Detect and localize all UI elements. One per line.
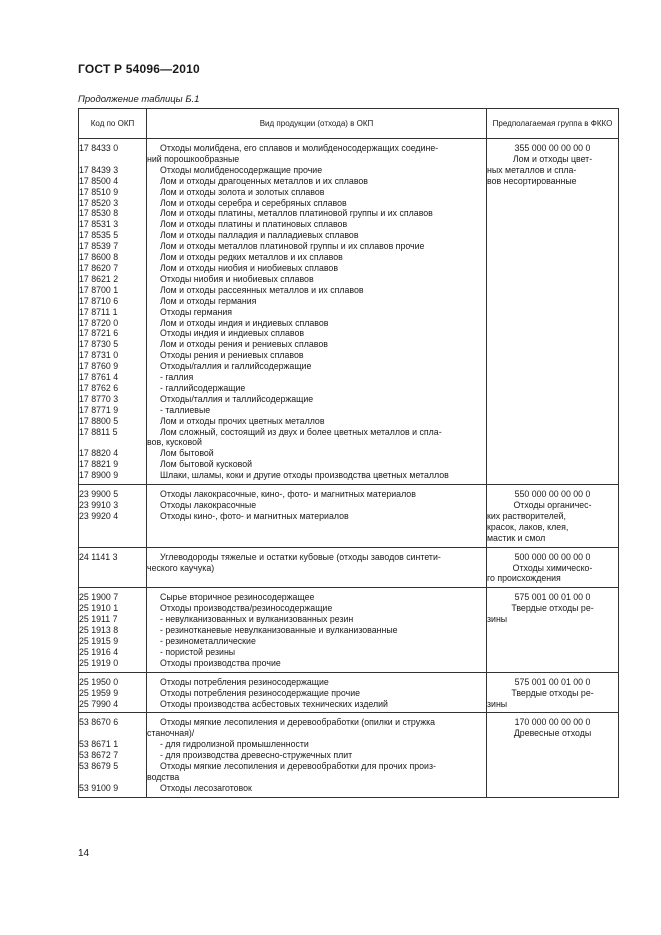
- product-name: Отходы производства прочие: [160, 657, 281, 668]
- page-number: 14: [78, 848, 90, 859]
- fkko-description: Твердые отходы ре-: [511, 603, 594, 614]
- product-name: Отходы производства/резиносодержащие: [160, 603, 333, 614]
- product-name: Лом и отходы золота и золотых сплавов: [160, 186, 325, 197]
- product-name: Отходы лакокрасочные, кино-, фото- и магнитных материалов: [160, 489, 416, 500]
- okp-code: 25 1911 7: [79, 614, 118, 625]
- fkko-description: зины: [487, 614, 508, 625]
- product-name-cell: [147, 547, 487, 588]
- okp-code: 17 8711 1: [79, 306, 118, 317]
- product-name: Лом и отходы редких металлов и их сплавов: [160, 252, 343, 263]
- okp-code-cell: [79, 672, 147, 713]
- product-name: Отходы молибдена, его сплавов и молибденосодержащих соедине-: [160, 143, 439, 153]
- product-name: Отходы индия и индиевых сплавов: [160, 328, 305, 339]
- table-row: [79, 713, 619, 797]
- product-name: - галлийсодержащие: [160, 382, 246, 393]
- product-name-cell: [147, 713, 487, 797]
- product-name: Сырье вторичное резиносодержащее: [160, 592, 315, 603]
- table-row: [79, 139, 619, 485]
- okp-code: 17 8500 4: [79, 175, 119, 186]
- table-row: [79, 485, 619, 548]
- doc-title: ГОСТ Р 54096—2010: [78, 62, 200, 76]
- product-name: Лом и отходы индия и индиевых сплавов: [160, 317, 329, 328]
- okp-code-cell: [79, 139, 147, 485]
- product-name: Отходы/галлия и галлийсодержащие: [160, 361, 312, 372]
- okp-code: 25 1915 9: [79, 635, 119, 646]
- okp-code: [79, 728, 146, 739]
- product-name: - для производства древесно-стружечных плит: [160, 750, 353, 761]
- okp-code-cell: [79, 547, 147, 588]
- fkko-description: ких растворителей,: [487, 510, 567, 521]
- okp-code: 17 8762 6: [79, 382, 119, 393]
- product-name: - пористой резины: [160, 646, 236, 657]
- product-name: Углеводороды тяжелые и остатки кубовые (отходы заводов синтети-: [160, 551, 441, 562]
- okp-code: 17 8620 7: [79, 262, 119, 273]
- fkko-description: красок, лаков, клея,: [487, 521, 569, 532]
- okp-code: 17 8710 6: [79, 295, 119, 306]
- product-name: Лом и отходы металлов платиновой группы и их сплавов прочие: [160, 241, 425, 252]
- okp-code: 17 8761 4: [79, 372, 119, 383]
- product-name: Лом и отходы германия: [160, 295, 257, 306]
- okp-code: [79, 563, 146, 574]
- fkko-group-cell: [487, 485, 619, 548]
- okp-code: 17 8770 3: [79, 393, 119, 404]
- product-name: - таллиевые: [160, 404, 211, 415]
- product-name: Отходы мягкие лесопиления и деревообработки для прочих произ-: [160, 761, 436, 772]
- okp-code: 53 8679 5: [79, 761, 119, 772]
- okp-code: 17 8820 4: [79, 448, 119, 459]
- product-name: Отходы потребления резиносодержащие прочие: [160, 687, 361, 698]
- okp-code: 17 8535 5: [79, 230, 119, 241]
- okp-code: 17 8621 2: [79, 273, 119, 284]
- okp-code: 17 8433 0: [79, 143, 119, 153]
- product-name: Отходы рения и рениевых сплавов: [160, 350, 304, 361]
- okp-code: 25 1913 8: [79, 625, 119, 636]
- product-name: Лом и отходы рассеянных металлов и их сплавов: [160, 284, 364, 295]
- fkko-description: Твердые отходы ре-: [511, 687, 594, 698]
- product-name: Лом сложный, состоящий из двух и более цветных металлов и спла-: [160, 426, 442, 437]
- okp-code: 53 8671 1: [79, 739, 119, 750]
- table-row: [79, 588, 619, 672]
- fkko-code: 575 001 00 01 00 0: [514, 592, 591, 603]
- okp-code: 23 9920 4: [79, 510, 119, 521]
- fkko-group-cell: [487, 139, 619, 485]
- okp-code: 25 1959 9: [79, 687, 119, 698]
- product-name-cell: [147, 588, 487, 672]
- okp-code-cell: [79, 588, 147, 672]
- fkko-description: Отходы органичес-: [513, 500, 592, 510]
- okp-code: 17 8900 9: [79, 470, 119, 481]
- okp-code: 53 9100 9: [79, 782, 119, 793]
- product-name-cell: [147, 485, 487, 548]
- okp-code: 17 8530 8: [79, 208, 119, 219]
- product-name: Отходы молибденосодержащие прочие: [160, 164, 323, 175]
- okp-code: [79, 437, 146, 448]
- fkko-description: вов несортированные: [487, 175, 577, 186]
- okp-code: 17 8510 9: [79, 186, 119, 197]
- product-name: Отходы германия: [160, 306, 233, 317]
- fkko-group-cell: [487, 588, 619, 672]
- okp-code: 53 8672 7: [79, 750, 119, 761]
- product-name: - резинометаллические: [160, 635, 256, 646]
- product-name: Отходы лакокрасочные: [160, 500, 257, 510]
- okp-code: 17 8520 3: [79, 197, 119, 208]
- okp-table: [78, 108, 619, 798]
- fkko-code: 550 000 00 00 00 0: [514, 489, 591, 500]
- fkko-description: ных металлов и спла-: [487, 164, 577, 175]
- fkko-description: Отходы химическо-: [512, 562, 593, 573]
- okp-code: 17 8531 3: [79, 219, 119, 230]
- okp-code: [79, 772, 146, 783]
- okp-code: 17 8700 1: [79, 284, 119, 295]
- okp-code: 23 9900 5: [79, 489, 119, 500]
- product-name: вов, кусковой: [147, 437, 202, 448]
- product-name: - галлия: [160, 372, 194, 383]
- okp-code: 17 8600 8: [79, 252, 119, 263]
- table-caption: Продолжение таблицы Б.1: [78, 94, 200, 105]
- fkko-code: 355 000 00 00 00 0: [514, 143, 591, 153]
- okp-code: 17 8760 9: [79, 361, 119, 372]
- product-name: Лом и отходы ниобия и ниобиевых сплавов: [160, 262, 338, 273]
- product-name: станочная)/: [147, 728, 195, 739]
- okp-code: 17 8720 0: [79, 317, 119, 328]
- fkko-description: Древесные отходы: [513, 728, 592, 739]
- product-name: Отходы потребления резиносодержащие: [160, 676, 329, 687]
- table-row: [79, 672, 619, 713]
- product-name: Лом и отходы платины, металлов платиновой группы и их сплавов: [160, 208, 433, 219]
- okp-code: 25 1910 1: [79, 603, 119, 614]
- okp-code: 17 8821 9: [79, 459, 119, 470]
- okp-code: 17 8811 5: [79, 426, 118, 437]
- product-name: Лом бытовой: [160, 448, 214, 459]
- okp-code: 17 8721 6: [79, 328, 119, 339]
- okp-code: 25 1919 0: [79, 657, 119, 668]
- okp-code: 17 8730 5: [79, 339, 119, 350]
- product-name: Отходы кино-, фото- и магнитных материалов: [160, 510, 349, 521]
- product-name: Отходы ниобия и ниобиевых сплавов: [160, 273, 314, 284]
- fkko-description: го происхождения: [487, 573, 561, 584]
- fkko-description: мастик и смол: [487, 532, 546, 543]
- fkko-code: 170 000 00 00 00 0: [514, 717, 591, 728]
- product-name: Отходы/таллия и таллийсодержащие: [160, 393, 314, 404]
- okp-code: 17 8771 9: [79, 404, 119, 415]
- product-name: Отходы лесозаготовок: [160, 782, 252, 793]
- product-name-cell: [147, 139, 487, 485]
- product-name: - резинотканевые невулканизованные и вулканизованные: [160, 625, 398, 636]
- okp-code: 24 1141 3: [79, 551, 118, 562]
- fkko-description: Лом и отходы цвет-: [512, 153, 593, 164]
- product-name: ческого каучука): [147, 562, 215, 573]
- product-name: Лом и отходы рения и рениевых сплавов: [160, 339, 328, 350]
- fkko-description: зины: [487, 698, 508, 709]
- fkko-code: 575 001 00 01 00 0: [514, 676, 591, 687]
- product-name: Лом бытовой кусковой: [160, 459, 253, 470]
- product-name: Шлаки, шламы, коки и другие отходы производства цветных металлов: [160, 470, 449, 481]
- product-name: водства: [147, 771, 180, 782]
- okp-code: 25 1900 7: [79, 592, 119, 603]
- product-name-cell: [147, 672, 487, 713]
- fkko-code: 500 000 00 00 00 0: [514, 551, 591, 562]
- product-name: Лом и отходы прочих цветных металлов: [160, 415, 325, 426]
- table-row: [79, 547, 619, 588]
- okp-code: 25 1916 4: [79, 646, 119, 657]
- fkko-group-cell: [487, 713, 619, 797]
- okp-code: 17 8439 3: [79, 164, 119, 175]
- table-header-row: [79, 109, 619, 139]
- okp-code: 17 8731 0: [79, 350, 119, 361]
- okp-code: 23 9910 3: [79, 500, 119, 510]
- column-header-fkko-group: Предполагаемая группа в ФККО: [487, 109, 619, 139]
- column-header-product-type: Вид продукции (отхода) в ОКП: [147, 109, 487, 139]
- fkko-group-cell: [487, 547, 619, 588]
- product-name: - для гидролизной промышленности: [160, 739, 309, 750]
- okp-code: 17 8539 7: [79, 241, 119, 252]
- product-name: Лом и отходы серебра и серебряных сплавов: [160, 197, 347, 208]
- product-name: Отходы мягкие лесопиления и деревообработки (опилки и стружка: [160, 717, 436, 728]
- column-header-okp-code: Код по ОКП: [79, 109, 147, 139]
- okp-code: 25 7990 4: [79, 698, 119, 709]
- product-name: Лом и отходы платины и платиновых сплавов: [160, 219, 348, 230]
- product-name: Лом и отходы драгоценных металлов и их сплавов: [160, 175, 368, 186]
- product-name: Лом и отходы палладия и палладиевых сплавов: [160, 230, 359, 241]
- okp-code: 25 1950 0: [79, 676, 119, 687]
- fkko-group-cell: [487, 672, 619, 713]
- okp-code: 53 8670 6: [79, 717, 119, 728]
- product-name: ний порошкообразные: [147, 153, 240, 164]
- product-name: Отходы производства асбестовых технических изделий: [160, 698, 388, 709]
- okp-code-cell: [79, 713, 147, 797]
- okp-code: 17 8800 5: [79, 415, 119, 426]
- okp-code: [79, 154, 146, 165]
- product-name: - невулканизованных и вулканизованных резин: [160, 614, 354, 625]
- okp-code-cell: [79, 485, 147, 548]
